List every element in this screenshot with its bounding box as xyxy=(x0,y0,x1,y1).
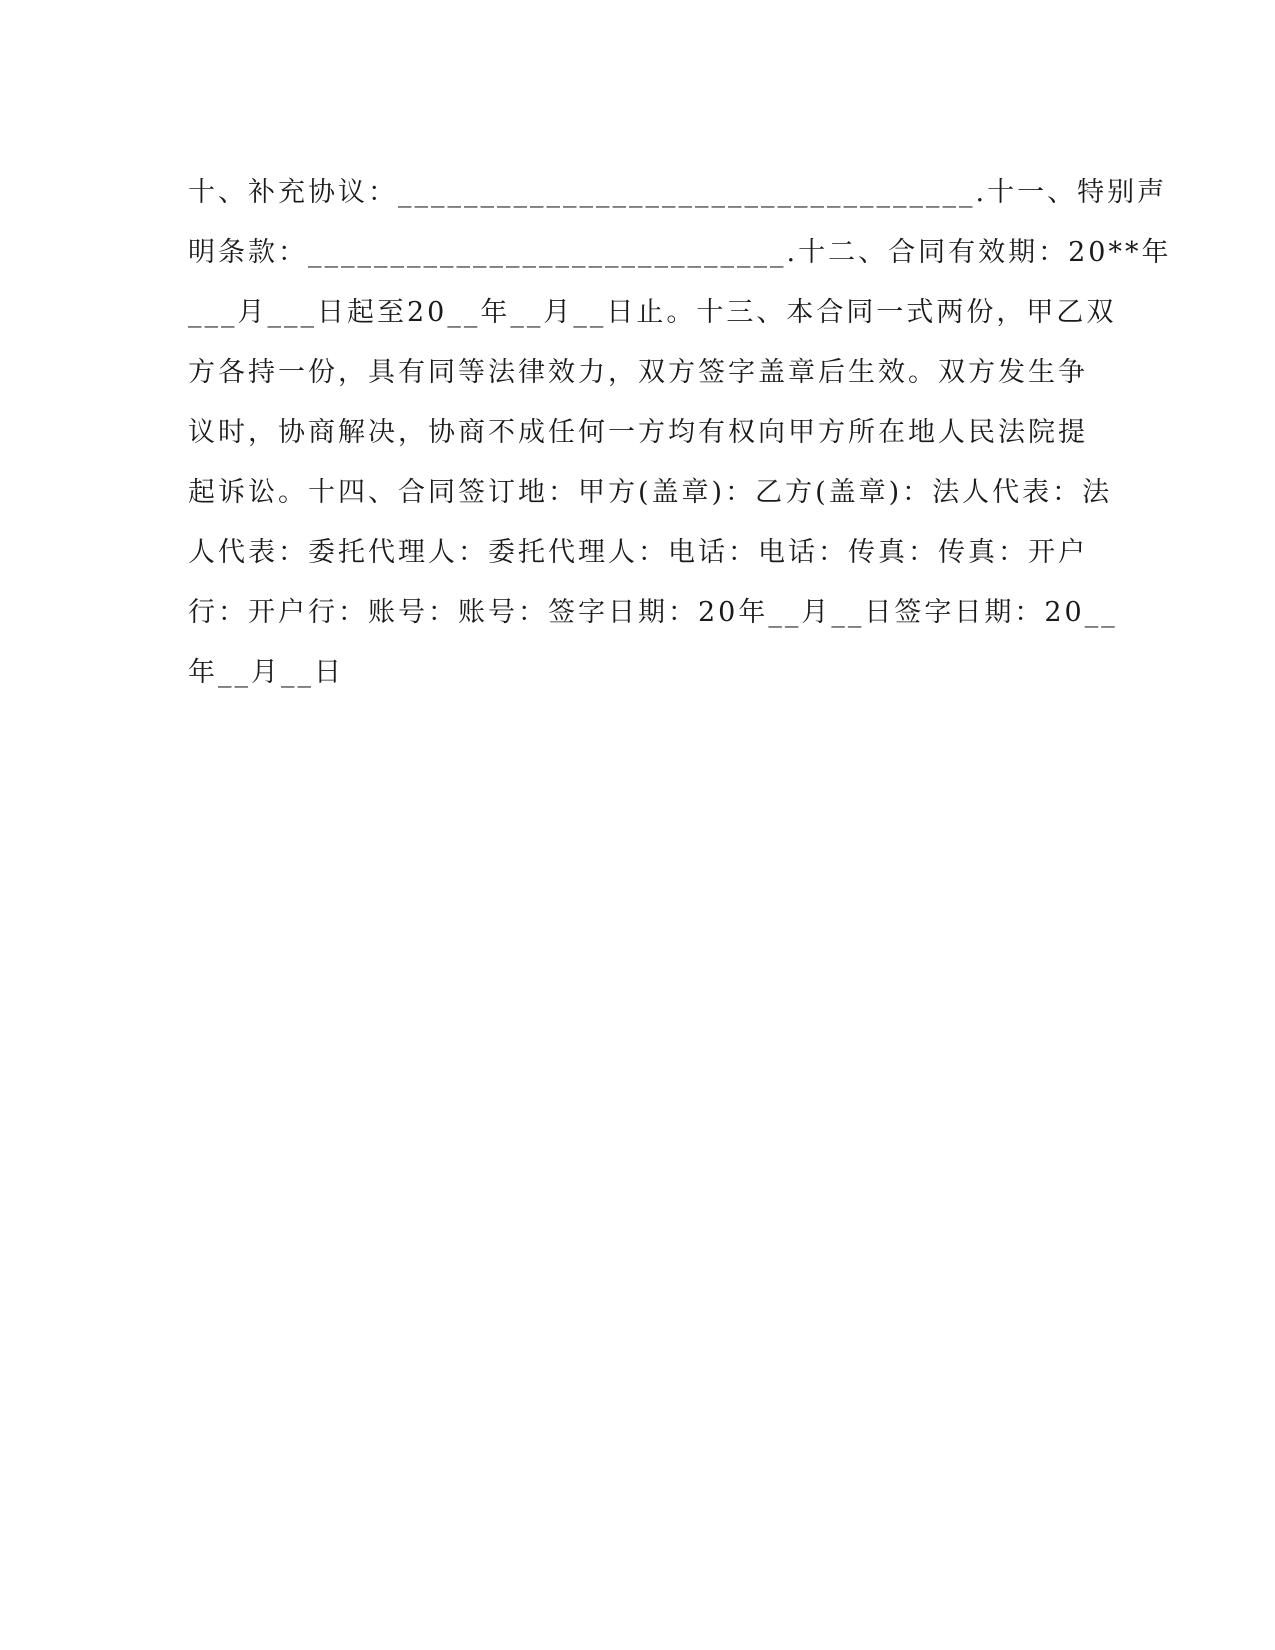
text-line: 起诉讼。十四、合同签订地：甲方(盖章)：乙方(盖章)：法人代表：法 xyxy=(188,477,1113,508)
text-line: 方各持一份，具有同等法律效力，双方签字盖章后生效。双方发生争 xyxy=(188,357,1088,388)
contract-clauses-paragraph xyxy=(188,163,1172,703)
text-line: 人代表：委托代理人：委托代理人：电话：电话：传真：传真：开户 xyxy=(188,537,1088,568)
text-line: 十、补充协议：___________________________________.十一、特别声 xyxy=(188,177,1168,208)
text-line: 议时，协商解决，协商不成任何一方均有权向甲方所在地人民法院提 xyxy=(188,417,1088,448)
text-line: 年__月__日 xyxy=(188,657,344,688)
text-line: 行：开户行：账号：账号：签字日期：20年__月__日签字日期：20__ xyxy=(188,597,1118,628)
text-line: 明条款：_____________________________.十二、合同有效期：20**年 xyxy=(188,237,1172,268)
text-line: ___月___日起至20__年__月__日止。十三、本合同一式两份，甲乙双 xyxy=(188,297,1117,328)
